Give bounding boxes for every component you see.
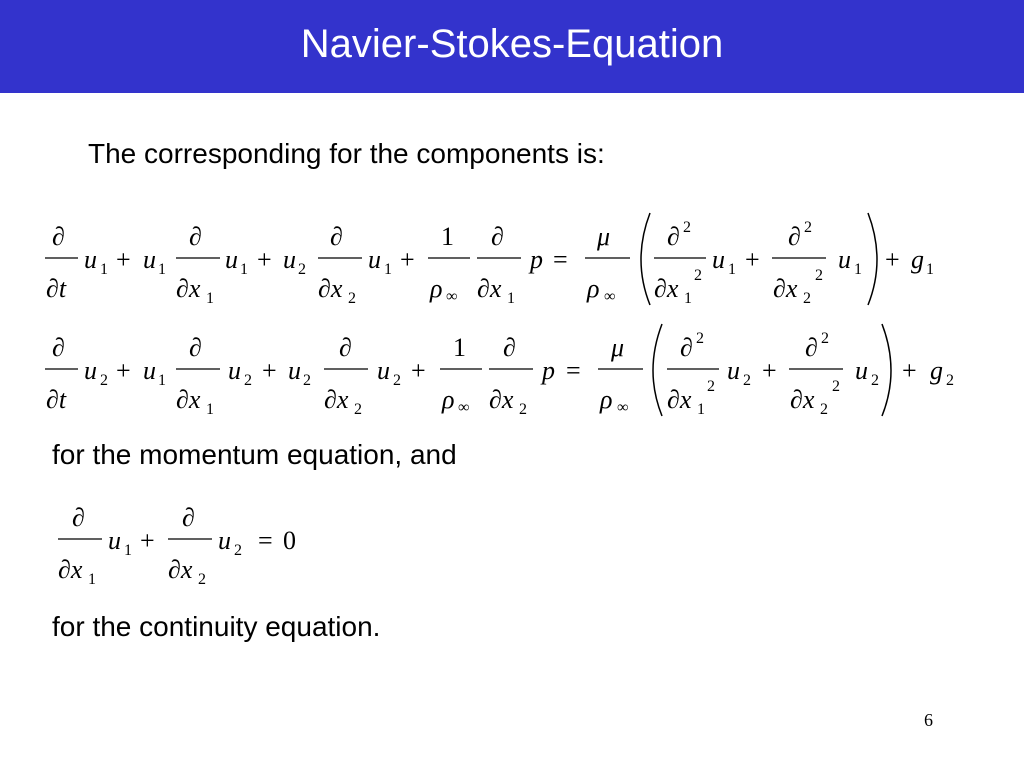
svg-text:1: 1 — [697, 401, 705, 418]
svg-text:1: 1 — [926, 261, 934, 278]
continuity-equation — [58, 503, 296, 588]
svg-text:2: 2 — [743, 372, 751, 389]
svg-text:∂: ∂ — [788, 222, 801, 251]
momentum-equation-1 — [45, 213, 934, 307]
svg-text:g: g — [930, 356, 943, 385]
svg-text:p: p — [542, 356, 555, 385]
svg-text:∂x: ∂x — [318, 274, 343, 303]
svg-text:+: + — [140, 526, 155, 555]
svg-text:2: 2 — [803, 290, 811, 307]
svg-text:∂x: ∂x — [477, 274, 502, 303]
slide-title: Navier-Stokes-Equation — [300, 22, 724, 66]
svg-text:∂x: ∂x — [58, 555, 83, 584]
svg-text:∂x: ∂x — [176, 274, 201, 303]
svg-text:∂x: ∂x — [168, 555, 193, 584]
svg-text:1: 1 — [854, 261, 862, 278]
svg-text:∂: ∂ — [182, 503, 195, 532]
svg-text:∂x: ∂x — [176, 385, 201, 414]
svg-text:u: u — [712, 245, 725, 274]
svg-text:2: 2 — [696, 330, 704, 347]
svg-text:∂: ∂ — [339, 333, 352, 362]
svg-text:1: 1 — [453, 333, 466, 362]
svg-text:∂: ∂ — [52, 222, 65, 251]
svg-text:ρ: ρ — [442, 385, 455, 414]
slide-number: 6 — [924, 710, 933, 730]
svg-text:∞: ∞ — [617, 399, 629, 416]
svg-text:1: 1 — [88, 571, 96, 588]
svg-text:1: 1 — [100, 261, 108, 278]
svg-text:0: 0 — [283, 526, 296, 555]
svg-text:2: 2 — [348, 290, 356, 307]
svg-text:p: p — [530, 245, 543, 274]
svg-text:ρ: ρ — [600, 385, 613, 414]
svg-text:∂x: ∂x — [489, 385, 514, 414]
svg-text:∂: ∂ — [52, 333, 65, 362]
svg-text:+: + — [902, 356, 917, 385]
svg-text:∞: ∞ — [446, 288, 458, 305]
svg-text:u: u — [84, 356, 97, 385]
svg-text:2: 2 — [821, 330, 829, 347]
svg-text:2: 2 — [707, 378, 715, 395]
svg-text:2: 2 — [354, 401, 362, 418]
svg-text:u: u — [84, 245, 97, 274]
svg-text:1: 1 — [158, 261, 166, 278]
svg-text:2: 2 — [820, 401, 828, 418]
svg-text:u: u — [108, 526, 121, 555]
svg-text:∂: ∂ — [189, 222, 202, 251]
svg-text:+: + — [885, 245, 900, 274]
svg-text:2: 2 — [234, 542, 242, 559]
svg-text:u: u — [368, 245, 381, 274]
svg-text:2: 2 — [683, 219, 691, 236]
svg-text:u: u — [377, 356, 390, 385]
momentum-equation-2 — [45, 324, 954, 418]
svg-text:μ: μ — [597, 222, 611, 251]
svg-text:+: + — [400, 245, 415, 274]
svg-text:+: + — [745, 245, 760, 274]
svg-text:=: = — [258, 526, 273, 555]
svg-text:2: 2 — [946, 372, 954, 389]
svg-text:1: 1 — [684, 290, 692, 307]
svg-text:+: + — [116, 245, 131, 274]
momentum-caption: for the momentum equation, and — [52, 439, 457, 470]
svg-text:g: g — [911, 245, 924, 274]
svg-text:u: u — [143, 356, 156, 385]
svg-text:u: u — [838, 245, 851, 274]
intro-text: The corresponding for the components is: — [88, 138, 605, 169]
svg-text:u: u — [288, 356, 301, 385]
svg-text:∂: ∂ — [805, 333, 818, 362]
svg-text:+: + — [762, 356, 777, 385]
svg-text:+: + — [257, 245, 272, 274]
svg-text:1: 1 — [206, 401, 214, 418]
svg-text:2: 2 — [393, 372, 401, 389]
svg-text:u: u — [283, 245, 296, 274]
svg-text:∂: ∂ — [667, 222, 680, 251]
svg-text:∂: ∂ — [491, 222, 504, 251]
svg-text:2: 2 — [815, 267, 823, 284]
svg-text:=: = — [553, 245, 568, 274]
svg-text:2: 2 — [303, 372, 311, 389]
svg-text:1: 1 — [158, 372, 166, 389]
svg-text:∂: ∂ — [503, 333, 516, 362]
svg-text:2: 2 — [519, 401, 527, 418]
svg-text:∂: ∂ — [680, 333, 693, 362]
svg-text:u: u — [225, 245, 238, 274]
svg-text:2: 2 — [694, 267, 702, 284]
svg-text:1: 1 — [728, 261, 736, 278]
svg-text:u: u — [228, 356, 241, 385]
svg-text:1: 1 — [206, 290, 214, 307]
svg-text:2: 2 — [832, 378, 840, 395]
continuity-caption: for the continuity equation. — [52, 611, 381, 642]
svg-text:∂: ∂ — [189, 333, 202, 362]
svg-text:ρ: ρ — [587, 274, 600, 303]
svg-text:μ: μ — [611, 333, 625, 362]
svg-text:1: 1 — [124, 542, 132, 559]
svg-text:∂x: ∂x — [654, 274, 679, 303]
svg-text:∞: ∞ — [604, 288, 616, 305]
svg-text:+: + — [116, 356, 131, 385]
svg-text:∂: ∂ — [330, 222, 343, 251]
svg-text:1: 1 — [441, 222, 454, 251]
svg-text:=: = — [566, 356, 581, 385]
svg-text:2: 2 — [298, 261, 306, 278]
svg-text:+: + — [262, 356, 277, 385]
svg-text:∂x: ∂x — [667, 385, 692, 414]
svg-text:1: 1 — [240, 261, 248, 278]
svg-text:u: u — [143, 245, 156, 274]
svg-text:∂t: ∂t — [46, 385, 67, 414]
svg-text:∂t: ∂t — [46, 274, 67, 303]
svg-text:u: u — [727, 356, 740, 385]
svg-text:2: 2 — [871, 372, 879, 389]
svg-text:∂: ∂ — [72, 503, 85, 532]
svg-text:∂x: ∂x — [324, 385, 349, 414]
svg-text:+: + — [411, 356, 426, 385]
svg-text:2: 2 — [198, 571, 206, 588]
svg-text:2: 2 — [244, 372, 252, 389]
svg-text:ρ: ρ — [430, 274, 443, 303]
svg-text:1: 1 — [507, 290, 515, 307]
svg-text:2: 2 — [804, 219, 812, 236]
svg-text:1: 1 — [384, 261, 392, 278]
svg-text:∂x: ∂x — [773, 274, 798, 303]
svg-text:∞: ∞ — [458, 399, 470, 416]
svg-text:∂x: ∂x — [790, 385, 815, 414]
svg-text:2: 2 — [100, 372, 108, 389]
svg-text:u: u — [218, 526, 231, 555]
svg-text:u: u — [855, 356, 868, 385]
